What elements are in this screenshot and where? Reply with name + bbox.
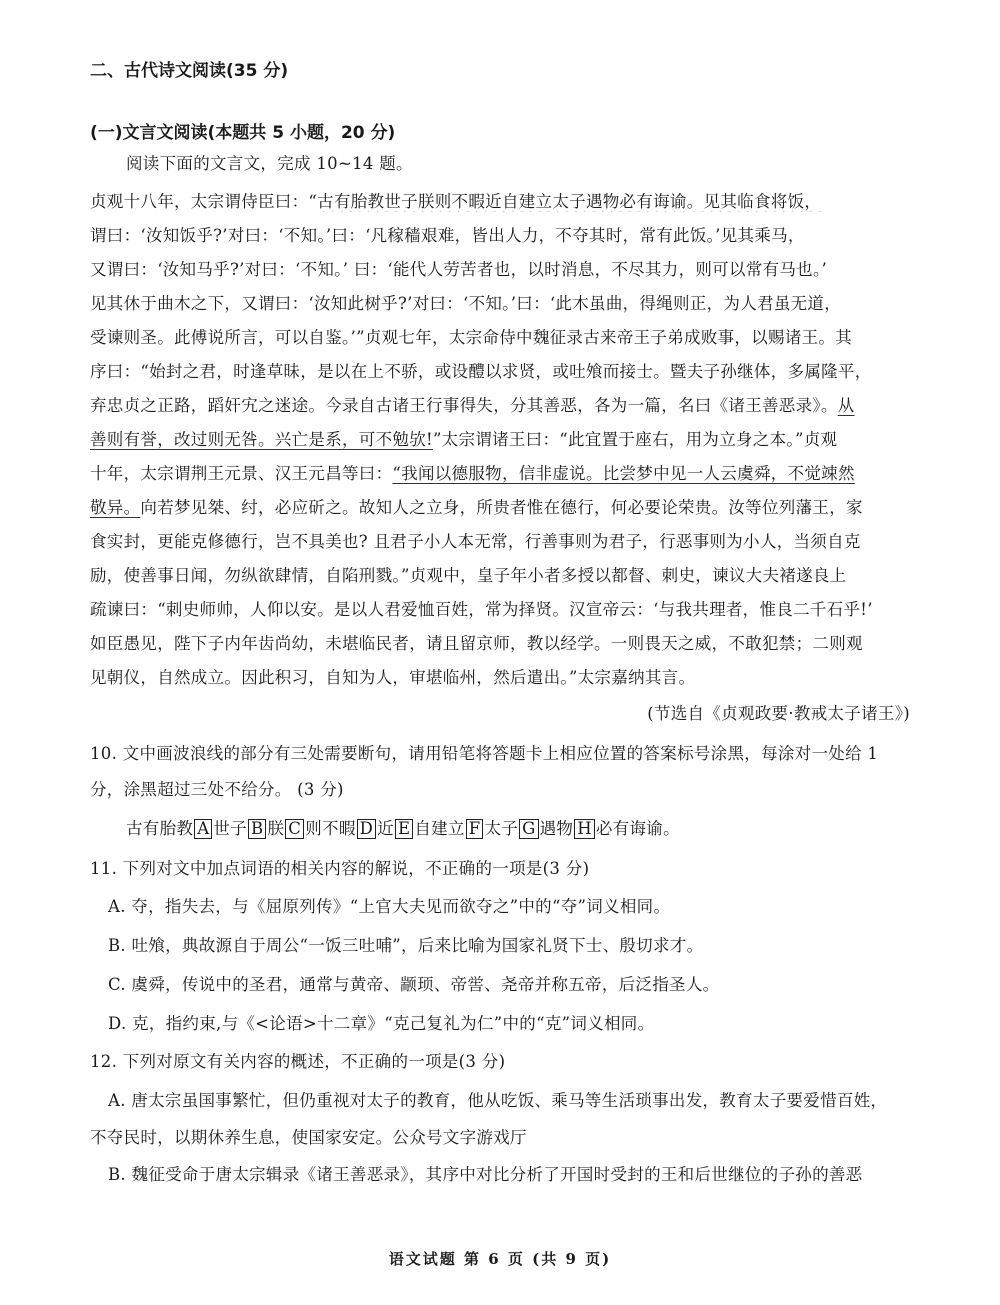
passage-line-10: 敬异。向若梦见桀、纣，必应斫之。故知人之立身，所贵者惟在德行，何必要论荣贵。汝等位列藩王，家 bbox=[90, 498, 863, 517]
mark-box-d[interactable]: D bbox=[357, 819, 377, 839]
passage-line-7: 弃忠贞之正路，蹈奸宄之迷途。今录自古诸王行事得失，分其善恶，各为一篇，名曰《诸王善恶录》。从 bbox=[90, 396, 855, 415]
underlined-text: 从 bbox=[837, 396, 855, 415]
q12-option-a-line-1: A. 唐太宗虽国事繁忙，但仍重视对太子的教育，他从吃饭、乘马等生活琐事出发，教育太子要爱惜百姓， bbox=[108, 1091, 888, 1110]
passage-line-9: 十年，太宗谓荆王元景、汉王元昌等曰：“我闻以德服物，信非虚说。比尝梦中见一人云虞舜，不觉竦然 bbox=[90, 464, 855, 483]
mark-box-c[interactable]: C bbox=[285, 819, 304, 839]
instruction: 阅读下面的文言文，完成 10~14 题。 bbox=[126, 154, 413, 173]
q11-option-a: A. 夺，指失去，与《屈原列传》“上官大夫见而欲夺之”中的“夺”词义相同。 bbox=[108, 897, 671, 916]
passage-line-8: 善则有誉，改过则无咎。兴亡是系，可不勉欤!”太宗谓诸王曰：“此宜置于座右，用为立身之本。”贞观 bbox=[90, 430, 838, 449]
underlined-text: 善则有誉，改过则无咎。兴亡是系，可不勉欤! bbox=[90, 430, 433, 449]
q12-stem: 12. 下列对原文有关内容的概述，不正确的一项是(3 分) bbox=[90, 1052, 506, 1071]
q11-option-b: B. 吐飧，典故源自于周公“一饭三吐哺”，后来比喻为国家礼贤下士、殷切求才。 bbox=[108, 936, 704, 955]
q11-option-c: C. 虞舜，传说中的圣君，通常与黄帝、颛顼、帝喾、尧帝并称五帝，后泛指圣人。 bbox=[108, 975, 720, 994]
q10-segments: 古有胎教 A 世子 B 朕 C 则不暇 D 近 E 自建立 F 太子 G 遇物 H 必有诲谕。 bbox=[126, 819, 680, 838]
q11-stem: 11. 下列对文中加点词语的相关内容的解说，不正确的一项是(3 分) bbox=[90, 859, 590, 878]
passage-line-12: 励，使善事日闻，勿纵欲肆情，自陷刑戮。”贞观中，皇子年小者多授以都督、刺史，谏议大夫褚遂良上 bbox=[90, 566, 847, 585]
passage-line-15: 见朝仪，自然成立。因此积习，自知为人，审堪临州，然后遣出。”太宗嘉纳其言。 bbox=[90, 668, 696, 687]
page-footer: 语文试题 第 6 页 (共 9 页) bbox=[388, 1250, 612, 1268]
underlined-text: “我闻以德服物，信非虚说。比尝梦中见一人云虞舜，不觉竦然 bbox=[392, 464, 855, 483]
passage-source: (节选自《贞观政要·教戒太子诸王》) bbox=[647, 704, 910, 723]
subsection-title: (一)文言文阅读(本题共 5 小题，20 分) bbox=[90, 123, 396, 143]
mark-box-h[interactable]: H bbox=[574, 819, 595, 839]
q11-option-d: D. 克，指约束,与《<论语>十二章》“克己复礼为仁”中的“克”词义相同。 bbox=[108, 1014, 655, 1033]
q12-option-b-line-1: B. 魏征受命于唐太宗辑录《诸王善恶录》，其序中对比分析了开国时受封的王和后世继位的子孙的善恶 bbox=[108, 1165, 863, 1184]
mark-box-b[interactable]: B bbox=[248, 819, 266, 839]
passage-line-6: 序曰：“始封之君，时逢草昧，是以在上不骄，或设醴以求贤，或吐飧而接士。暨夫子孙继体，多属隆平， bbox=[90, 362, 872, 381]
section-title: 二、古代诗文阅读(35 分) bbox=[90, 61, 289, 81]
mark-box-e[interactable]: E bbox=[395, 819, 413, 839]
passage-line-13: 疏谏曰：“刺史师帅，人仰以安。是以人君爱恤百姓，常为择贤。汉宣帝云：‘与我共理者，惟良二千石乎!’ bbox=[90, 600, 873, 619]
passage-line-11: 食实封，更能克修德行，岂不具美也? 且君子小人本无常，行善事则为君子，行恶事则为小人，当须自克 bbox=[90, 532, 861, 551]
passage-line-5: 受谏则圣。此傅说所言，可以自鉴。’”贞观七年，太宗命侍中魏征录古来帝王子弟成败事，以赐诸王。其 bbox=[90, 328, 853, 347]
q10-stem-line-1: 10. 文中画波浪线的部分有三处需要断句，请用铅笔将答题卡上相应位置的答案标号涂黑，每涂对一处给 1 bbox=[90, 744, 879, 763]
wavy-underlined-text: 古有胎教世子朕则不暇近自建立太子遇物必有诲谕 bbox=[317, 192, 687, 211]
passage-line-4: 见其休于曲木之下，又谓曰：‘汝知此树乎?’对曰：‘不知。’曰：‘此木虽曲，得绳则正，为人君虽无道， bbox=[90, 294, 842, 313]
passage-line-2: 谓曰：‘汝知饭乎?’对曰：‘不知。’曰：‘凡稼穑艰难，皆出人力，不夺其时，常有此饭。’见其乘马， bbox=[90, 226, 805, 245]
passage-line-3: 又谓曰：‘汝知马乎?’对曰：‘不知。’ 曰：‘能代人劳苦者也，以时消息，不尽其力，则可以常有马也。’ bbox=[90, 260, 828, 279]
underlined-text: 敬异。 bbox=[90, 498, 141, 517]
mark-box-f[interactable]: F bbox=[466, 819, 484, 839]
mark-box-g[interactable]: G bbox=[519, 819, 538, 839]
passage-line-1: 贞观十八年，太宗谓侍臣曰：“古有胎教世子朕则不暇近自建立太子遇物必有诲谕。见其临食将饭， bbox=[90, 192, 822, 211]
mark-box-a[interactable]: A bbox=[194, 819, 212, 839]
q10-stem-line-2: 分，涂黑超过三处不给分。 (3 分) bbox=[90, 780, 344, 799]
q12-option-a-line-2: 不夺民时，以期休养生息，使国家安定。公众号文字游戏厅 bbox=[90, 1128, 527, 1147]
passage-line-14: 如臣愚见，陛下子内年齿尚幼，未堪临民者，请且留京师，教以经学。一则畏天之威，不敢犯禁；二则观 bbox=[90, 634, 863, 653]
